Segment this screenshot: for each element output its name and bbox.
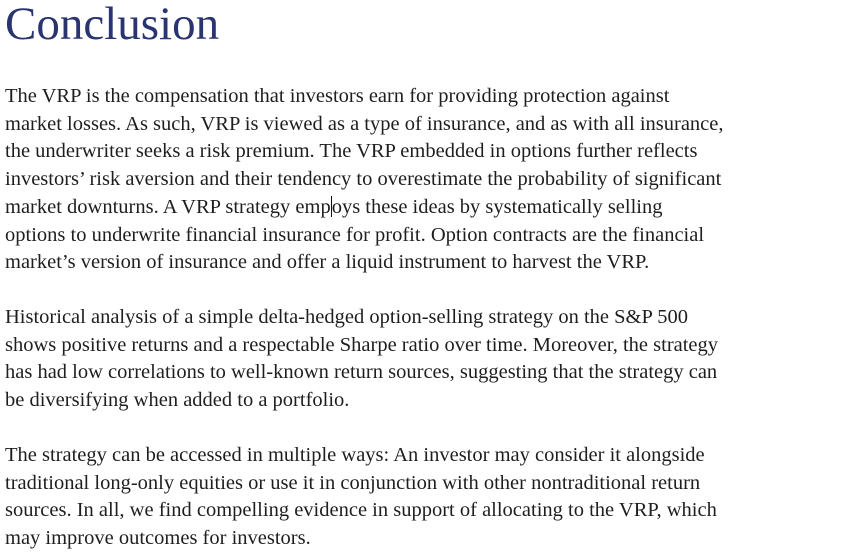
paragraph-line: may improve outcomes for investors. xyxy=(5,527,311,550)
paragraph-line: The VRP is the compensation that investors earn for providing protection against xyxy=(5,85,670,107)
text-before-caret: market downturns. A VRP strategy emp xyxy=(5,195,331,218)
paragraph-line: market’s version of insurance and offer a liquid instrument to harvest the VRP. xyxy=(5,251,650,274)
paragraph-line: investors’ risk aversion and their tendency to overestimate the probability of significant xyxy=(5,168,722,191)
paragraph-line: has had low correlations to well-known return sources, suggesting that the strategy can xyxy=(5,361,718,384)
paragraph-line: shows positive returns and a respectable Sharpe ratio over time. Moreover, the strategy xyxy=(5,333,719,356)
text-after-caret: oys these ideas by systematically selling xyxy=(331,195,663,218)
paragraph-line: market losses. As such, VRP is viewed as a type of insurance, and as with all insurance, xyxy=(5,112,724,135)
paragraph-3[interactable] xyxy=(5,442,717,553)
paragraph-line-with-caret xyxy=(5,194,724,222)
paragraph-line: traditional long-only equities or use it in conjunction with other nontraditional return xyxy=(5,471,701,494)
paragraph-line: the underwriter seeks a risk premium. The VRP embedded in options further reflects xyxy=(5,140,698,163)
paragraph-line: Historical analysis of a simple delta-hedged option-selling strategy on the S&P 500 xyxy=(5,306,689,328)
paragraph-line: The strategy can be accessed in multiple ways: An investor may consider it alongside xyxy=(5,444,705,466)
paragraph-2[interactable] xyxy=(5,304,718,415)
paragraph-1[interactable] xyxy=(5,83,724,277)
paragraph-line: sources. In all, we find compelling evidence in support of allocating to the VRP, which xyxy=(5,499,717,522)
document-page xyxy=(5,0,863,550)
paragraph-line: be diversifying when added to a portfolio. xyxy=(5,389,350,412)
paragraph-line: options to underwrite financial insurance for profit. Option contracts are the financial xyxy=(5,223,705,246)
section-title: Conclusion xyxy=(5,0,220,50)
